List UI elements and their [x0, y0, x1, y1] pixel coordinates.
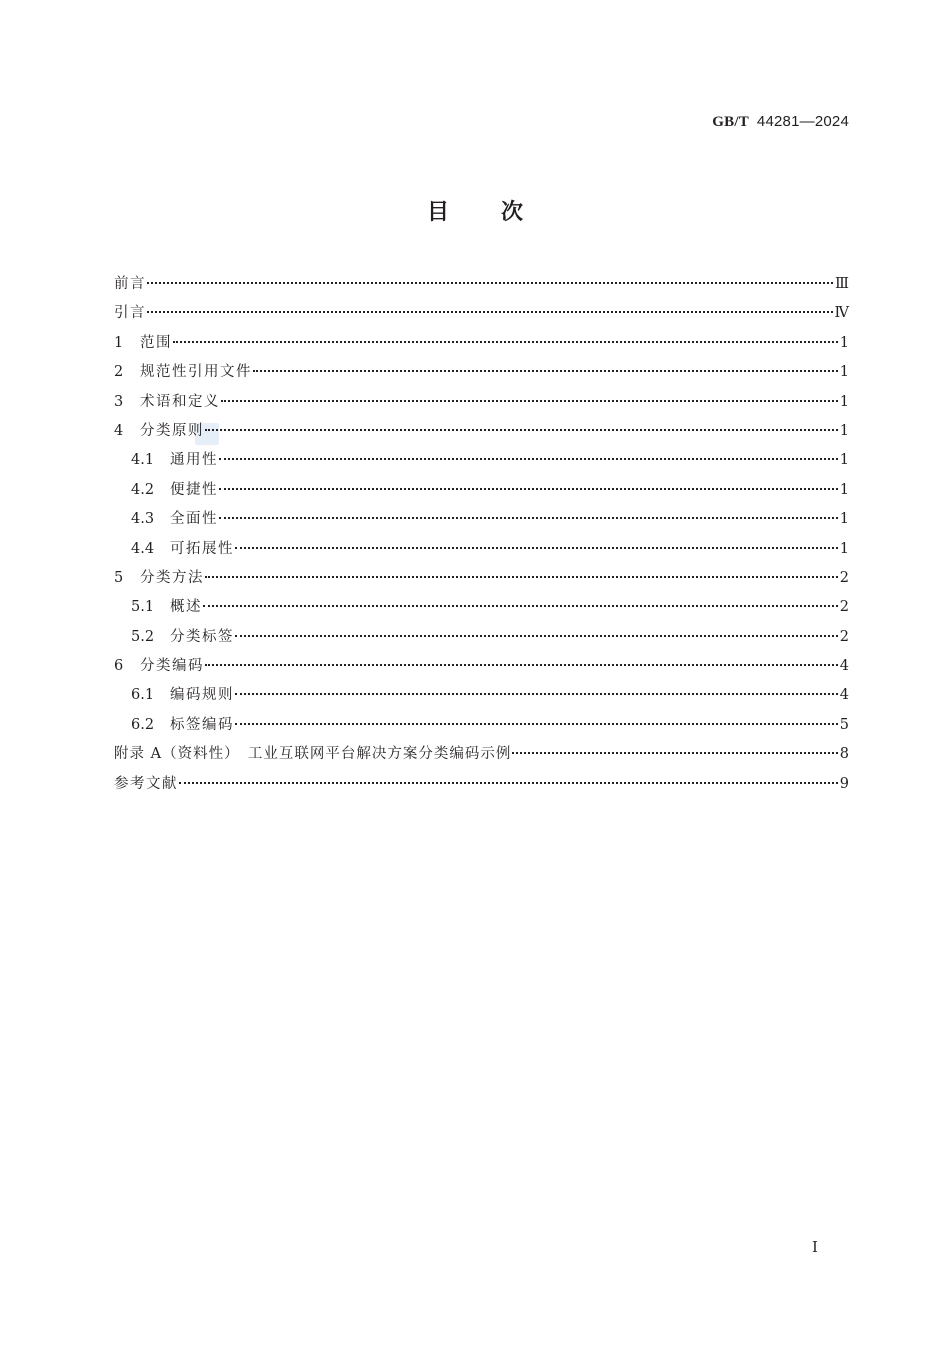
toc-entry-page: 1	[839, 334, 849, 351]
toc-entry-number: 4	[114, 422, 124, 439]
toc-entry-label: 分类原则	[140, 422, 204, 439]
toc-entry-label: 编码规则	[170, 687, 234, 704]
toc-entry-label: 分类方法	[140, 569, 204, 586]
toc-entry-page: 9	[839, 775, 849, 792]
toc-entry-4-3[interactable]	[114, 505, 849, 534]
toc-entry-number: 5.2	[131, 628, 155, 645]
toc-leader	[235, 547, 838, 549]
toc-entry-label: 规范性引用文件	[140, 364, 252, 381]
toc-leader	[219, 458, 838, 460]
toc-leader	[512, 752, 837, 754]
title-char-1: 目	[426, 200, 449, 225]
toc-entry-label: 前言	[114, 276, 146, 292]
toc-entry-5-1[interactable]	[114, 593, 849, 622]
toc-leader	[205, 664, 838, 666]
toc-entry-number: 2	[114, 364, 124, 381]
toc-entry-label: 全面性	[170, 511, 218, 528]
page-number: I	[812, 1238, 818, 1256]
toc-entry-bibliography[interactable]	[114, 770, 849, 799]
toc-entry-number: 6.1	[131, 687, 155, 704]
toc-leader	[235, 693, 838, 695]
standard-header	[712, 112, 849, 131]
toc-entry-number: 3	[114, 393, 124, 410]
toc-entry-preface[interactable]	[114, 270, 849, 299]
toc-entry-page: 2	[839, 628, 849, 645]
toc-leader	[203, 605, 838, 607]
toc-entry-2[interactable]	[114, 358, 849, 387]
toc-entry-label: 分类标签	[170, 628, 234, 645]
toc-entry-page: 1	[839, 364, 849, 381]
toc-entry-6-1[interactable]	[114, 681, 849, 710]
toc-entry-4-4[interactable]	[114, 535, 849, 564]
toc-leader	[219, 517, 838, 519]
toc-entry-page: 4	[839, 658, 849, 675]
toc-leader	[253, 370, 838, 372]
toc-leader	[173, 341, 838, 343]
toc-entry-introduction[interactable]	[114, 299, 849, 328]
toc-entry-number: 1	[114, 334, 124, 351]
toc-entry-page: 1	[839, 422, 849, 439]
toc-entry-label: 引言	[114, 305, 146, 322]
toc-entry-number: 4.2	[131, 481, 155, 498]
toc-leader	[179, 782, 838, 784]
toc-entry-label: 参考文献	[114, 775, 178, 792]
toc-leader	[235, 635, 838, 637]
toc-leader	[147, 311, 833, 313]
toc-entry-6[interactable]	[114, 652, 849, 681]
toc-entry-number: 5.1	[131, 599, 155, 616]
toc-list	[114, 270, 849, 799]
toc-leader	[147, 282, 833, 284]
toc-entry-page: 2	[839, 599, 849, 616]
toc-entry-3[interactable]	[114, 388, 849, 417]
toc-entry-label: 通用性	[170, 452, 218, 469]
toc-entry-page: 1	[839, 511, 849, 528]
toc-entry-number: 4.1	[131, 452, 155, 469]
toc-entry-label: 便捷性	[170, 481, 218, 498]
toc-entry-6-2[interactable]	[114, 711, 849, 740]
title-char-2: 次	[501, 200, 524, 225]
toc-entry-1[interactable]	[114, 329, 849, 358]
toc-entry-label: 范围	[140, 334, 172, 351]
toc-entry-label: 附录 A（资料性） 工业互联网平台解决方案分类编码示例	[114, 746, 512, 763]
standard-number: 44281—2024	[756, 113, 849, 130]
toc-entry-number: 4.4	[131, 540, 155, 557]
toc-entry-page: Ⅳ	[834, 305, 849, 322]
toc-leader	[219, 488, 838, 490]
toc-entry-appendix-a[interactable]	[114, 740, 849, 769]
toc-entry-label: 分类编码	[140, 658, 204, 675]
toc-entry-number: 5	[114, 569, 124, 586]
toc-entry-page: 1	[839, 540, 849, 557]
toc-entry-label: 概述	[170, 599, 202, 616]
toc-entry-number: 6.2	[131, 716, 155, 733]
toc-leader	[221, 400, 838, 402]
toc-entry-4-2[interactable]	[114, 476, 849, 505]
toc-entry-4-1[interactable]	[114, 446, 849, 475]
toc-entry-label: 标签编码	[170, 716, 234, 733]
toc-entry-5-2[interactable]	[114, 623, 849, 652]
toc-entry-5[interactable]	[114, 564, 849, 593]
page-title	[0, 195, 950, 226]
toc-entry-page: 5	[839, 716, 849, 733]
standard-code: GB/T	[712, 114, 749, 130]
toc-leader	[205, 576, 838, 578]
toc-entry-page: 1	[839, 452, 849, 469]
toc-leader	[205, 429, 838, 431]
toc-entry-page: Ⅲ	[835, 276, 849, 292]
toc-entry-number: 6	[114, 658, 124, 675]
toc-entry-label: 术语和定义	[140, 393, 220, 410]
toc-entry-page: 1	[839, 481, 849, 498]
toc-entry-page: 4	[839, 687, 849, 704]
toc-leader	[235, 723, 838, 725]
toc-entry-4[interactable]	[114, 417, 849, 446]
toc-entry-label: 可拓展性	[170, 540, 234, 557]
toc-entry-number: 4.3	[131, 511, 155, 528]
toc-entry-page: 1	[839, 393, 849, 410]
toc-entry-page: 2	[839, 569, 849, 586]
toc-entry-page: 8	[839, 746, 849, 763]
